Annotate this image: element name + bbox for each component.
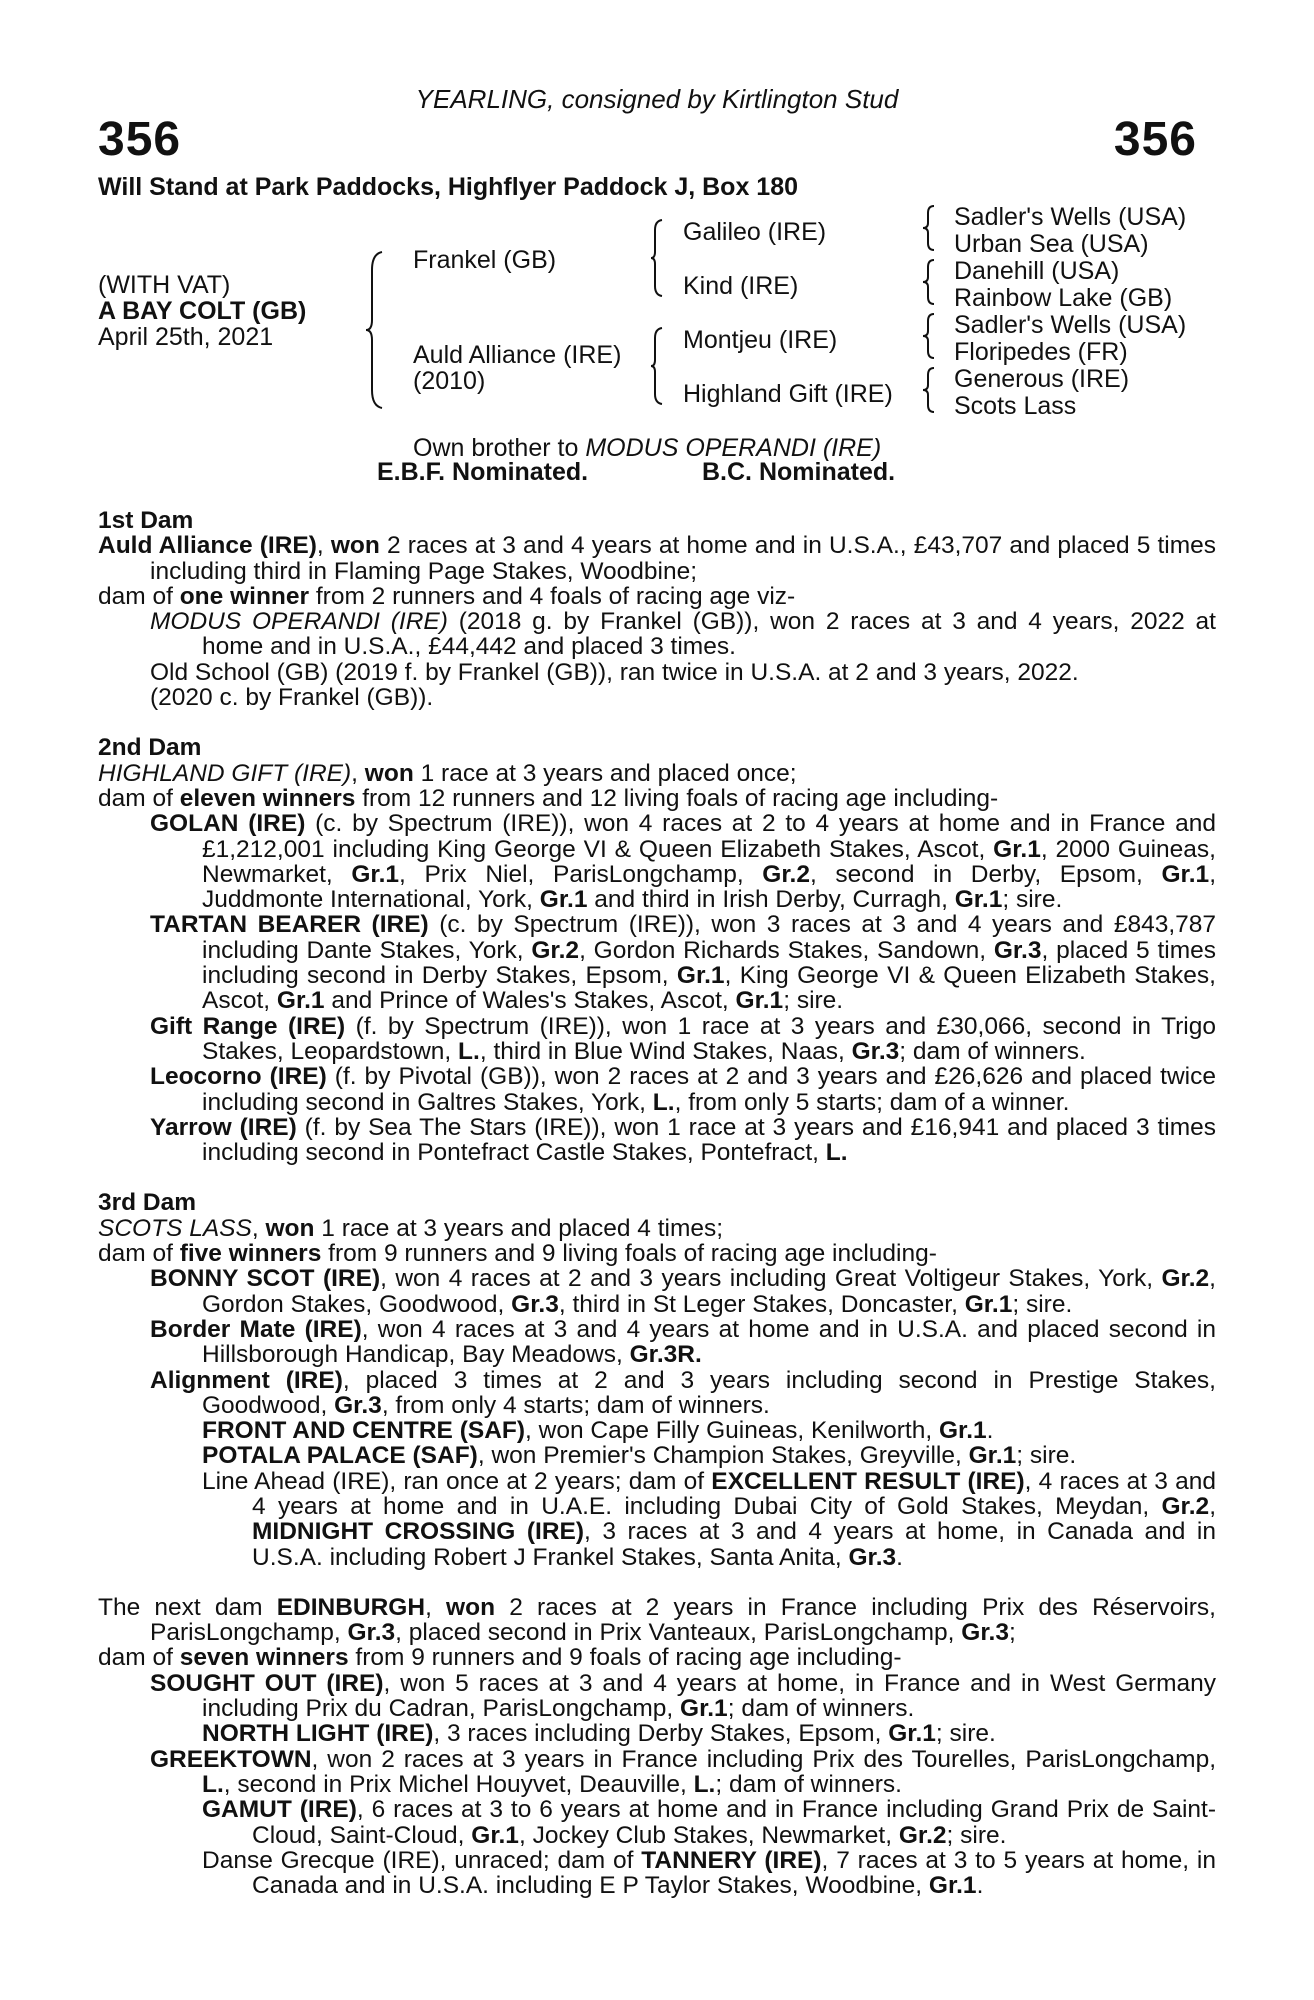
stabling-location: Will Stand at Park Paddocks, Highflyer Paddock J, Box 180: [98, 173, 798, 201]
winners-count: seven winners: [179, 1644, 349, 1672]
text: .: [896, 1543, 903, 1571]
text: , placed second in Prix Vanteaux, ParisLongchamp,: [395, 1619, 962, 1647]
grade: Gr.3R.: [629, 1341, 702, 1369]
text: Line Ahead (IRE), ran once at 2 years; dam of: [202, 1467, 712, 1495]
grade: Gr.3: [848, 1543, 897, 1571]
produce-sought-out: [98, 1671, 1216, 1722]
horse-name: SOUGHT OUT (IRE): [150, 1669, 384, 1697]
text: Danse Grecque (IRE), unraced; dam of: [202, 1846, 642, 1874]
produce-golan: [98, 811, 1216, 912]
produce-line-ahead: [98, 1469, 1216, 1570]
grade: Gr.1: [471, 1821, 519, 1849]
lot-number-right: 356: [1113, 113, 1197, 166]
text: dam of: [98, 1644, 180, 1672]
grade: Gr.1: [993, 835, 1041, 863]
produce-greektown: [98, 1747, 1216, 1798]
pedigree-dam-sire: Montjeu (IRE): [683, 326, 838, 354]
horse-name: Leocorno (IRE): [150, 1063, 327, 1091]
text: , third in Blue Wind Stakes, Naas,: [479, 1037, 852, 1065]
text: , from only 5 starts; dam of a winner.: [674, 1088, 1070, 1116]
grade: Gr.2: [531, 936, 580, 964]
produce-old-school: Old School (GB) (2019 f. by Frankel (GB)), ran twice in U.S.A. at 2 and 3 years, 2022.: [150, 658, 1079, 686]
pedigree-sire-sire: Galileo (IRE): [683, 218, 827, 246]
horse-name: GREEKTOWN: [150, 1745, 312, 1773]
pedigree-brace-g3a: [922, 204, 936, 252]
text: ,: [251, 1214, 266, 1242]
produce-front-and-centre: [98, 1418, 1216, 1443]
dam2-record: [98, 761, 1216, 786]
text: , won Cape Filly Guineas, Kenilworth,: [525, 1417, 939, 1445]
winners-count: one winner: [179, 582, 310, 610]
horse-name: EXCELLENT RESULT (IRE): [711, 1467, 1025, 1495]
pedigree-g3-6: Floripedes (FR): [954, 338, 1128, 366]
next-dam-produce-summary: [98, 1645, 1216, 1670]
grade: Gr.3: [961, 1619, 1009, 1647]
text: (f. by Sea The Stars (IRE)), won 1 race at 3 years and £16,941 and placed 3 times including second in Pontefract Castle Stakes, Pontefract,: [202, 1113, 1216, 1167]
grade: L.: [693, 1770, 716, 1798]
catalogue-body: [98, 508, 1216, 1898]
pedigree-g3-7: Generous (IRE): [954, 365, 1130, 393]
horse-name: TARTAN BEARER (IRE): [150, 911, 429, 939]
text: ; sire.: [1002, 886, 1063, 914]
text: 1 race at 3 years and placed 4 times;: [314, 1214, 724, 1242]
grade: Gr.2: [1161, 1492, 1210, 1520]
won: won: [265, 1214, 315, 1242]
grade: Gr.1: [954, 886, 1003, 914]
pedigree-dam-year: (2010): [413, 367, 486, 395]
next-dam-record: [98, 1595, 1216, 1646]
text: ,: [351, 759, 365, 787]
produce-gift-range: [98, 1014, 1216, 1065]
horse-name: GAMUT (IRE): [202, 1796, 357, 1824]
pedigree-g3-4: Rainbow Lake (GB): [954, 284, 1173, 312]
winners-count: eleven winners: [179, 784, 356, 812]
vat-note: (WITH VAT): [98, 271, 231, 299]
ebf-nominated: E.B.F. Nominated.: [377, 458, 589, 486]
grade: Gr.3: [851, 1037, 900, 1065]
text: (c. by Spectrum (IRE)), won 3 races at 3 and 4 years and £843,787 including Dante Stakes, York,: [202, 911, 1217, 964]
text: , won 4 races at 2 and 3 years including Great Voltigeur Stakes, York,: [380, 1265, 1162, 1293]
produce-bonny-scot: [98, 1266, 1216, 1317]
dam1-name: Auld Alliance (IRE): [98, 532, 317, 560]
grade: Gr.1: [964, 1290, 1013, 1318]
text: , 7 races at 3 to 5 years at home, in Canada and in U.S.A. including E P Taylor Stakes, Woodbine,: [252, 1846, 1216, 1900]
text: 2 races at 2 years in France including Prix des Réservoirs, ParisLongchamp,: [150, 1593, 1216, 1647]
pedigree-dam-dam: Highland Gift (IRE): [683, 380, 893, 408]
pedigree-dam: Auld Alliance (IRE): [413, 341, 622, 369]
pedigree-brace-main: [364, 250, 386, 410]
grade: L.: [458, 1037, 480, 1065]
grade: L.: [825, 1139, 848, 1167]
text: ; sire.: [783, 987, 844, 1015]
dam3-name: SCOTS LASS: [98, 1214, 252, 1242]
pedigree-g3-8: Scots Lass: [954, 392, 1077, 420]
pedigree-brace-g3c: [922, 312, 936, 360]
horse-name: Yarrow (IRE): [150, 1113, 297, 1141]
grade: Gr.1: [539, 886, 588, 914]
pedigree-brace-sire: [650, 218, 664, 298]
grade: Gr.1: [938, 1417, 987, 1445]
dam1-text: 2 races at 3 and 4 years at home and in U.S.A., £43,707 and placed 5 times including third in Flaming Page Stakes, Woodbine;: [150, 532, 1216, 585]
produce-modus-operandi: [98, 609, 1216, 660]
pedigree-g3-5: Sadler's Wells (USA): [954, 311, 1187, 339]
dam3-record: [98, 1216, 1216, 1241]
text: , won 4 races at 3 and 4 years at home and in U.S.A. and placed second in Hillsborough Handicap, Bay Meadows,: [202, 1315, 1216, 1369]
text: ; sire.: [946, 1821, 1007, 1849]
own-brother-prefix: Own brother to: [413, 434, 586, 462]
text: , 4 races at 3 and 4 years at home and in U.A.E. including Dubai City of Gold Stakes, Meydan,: [252, 1467, 1216, 1520]
text: The next dam: [98, 1593, 277, 1621]
text: , third in St Leger Stakes, Doncaster,: [558, 1290, 965, 1318]
text: from 12 runners and 12 living foals of racing age including-: [355, 784, 999, 812]
grade: Gr.3: [993, 936, 1042, 964]
text: , second in Prix Michel Houyvet, Deauville,: [223, 1770, 694, 1798]
bc-nominated: B.C. Nominated.: [702, 458, 896, 486]
text: ,: [1209, 1492, 1216, 1520]
text: , Gordon Stakes, Goodwood,: [202, 1265, 1216, 1318]
dam1-produce-summary: [98, 584, 1216, 609]
text: , King George VI & Queen Elizabeth Stakes, Ascot,: [202, 962, 1216, 1015]
text: (2018 g. by Frankel (GB)), won 2 races at 3 and 4 years, 2022 at home and in U.S.A., £44,442 and placed 3 times.: [202, 608, 1216, 661]
grade: Gr.1: [351, 860, 400, 888]
text: (c. by Spectrum (IRE)), won 4 races at 2 to 4 years at home and in France and £1,212,001 including King George VI & Queen Elizabeth Stakes, Ascot,: [202, 810, 1216, 863]
text: .: [986, 1417, 994, 1445]
pedigree-brace-g3d: [922, 366, 936, 414]
pedigree-brace-dam: [650, 326, 664, 406]
text: (f. by Pivotal (GB)), won 2 races at 2 and 3 years and £26,626 and placed twice including second in Galtres Stakes, York,: [202, 1063, 1216, 1116]
horse-name: FRONT AND CENTRE (SAF): [202, 1417, 526, 1445]
grade: L.: [652, 1088, 675, 1116]
horse-name: POTALA PALACE (SAF): [202, 1442, 478, 1470]
text: ;: [1008, 1619, 1016, 1647]
text: ; dam of winners.: [715, 1770, 902, 1798]
horse-name: Alignment (IRE): [150, 1366, 343, 1394]
text: , Gordon Richards Stakes, Sandown,: [579, 936, 994, 964]
winners-count: five winners: [179, 1240, 322, 1268]
produce-tartan-bearer: [98, 912, 1216, 1013]
text: , second in Derby, Epsom,: [809, 860, 1162, 888]
own-brother-name: MODUS OPERANDI (IRE): [585, 434, 882, 462]
consignor-subtitle: YEARLING, consigned by Kirtlington Stud: [415, 84, 899, 114]
text: , Prix Niel, ParisLongchamp,: [399, 860, 763, 888]
text: and Prince of Wales's Stakes, Ascot,: [324, 987, 736, 1015]
pedigree-sire-dam: Kind (IRE): [683, 272, 799, 300]
text: , placed 5 times including second in Derby Stakes, Epsom,: [202, 936, 1216, 990]
pedigree-g3-3: Danehill (USA): [954, 257, 1120, 285]
foaling-date: April 25th, 2021: [98, 323, 274, 351]
horse-name: GOLAN (IRE): [150, 810, 306, 838]
dam1-record: [98, 533, 1216, 584]
dam3-heading: 3rd Dam: [98, 1189, 197, 1217]
produce-danse-grecque: [98, 1848, 1216, 1899]
text: , 3 races at 3 and 4 years at home, in Canada and in U.S.A. including Robert J Frankel Stakes, Santa Anita,: [252, 1518, 1216, 1571]
text: ; dam of winners.: [727, 1695, 915, 1723]
text: , won Premier's Champion Stakes, Greyville,: [477, 1442, 969, 1470]
text: from 9 runners and 9 foals of racing age including-: [348, 1644, 902, 1672]
text: from 9 runners and 9 living foals of racing age including-: [321, 1240, 937, 1268]
text: from 2 runners and 4 foals of racing age viz-: [309, 582, 796, 610]
grade: Gr.1: [676, 962, 725, 990]
text: .: [976, 1872, 984, 1900]
produce-2020-colt: (2020 c. by Frankel (GB)).: [150, 684, 434, 712]
section-gap: [98, 1165, 1216, 1190]
pedigree-sire: Frankel (GB): [413, 246, 557, 274]
grade: Gr.3: [334, 1391, 382, 1419]
produce-leocorno: [98, 1064, 1216, 1115]
text: 1 race at 3 years and placed once;: [413, 759, 797, 787]
text: dam of: [98, 784, 180, 812]
grade: Gr.2: [898, 1821, 947, 1849]
horse-name: Gift Range (IRE): [150, 1012, 346, 1040]
text: (f. by Spectrum (IRE)), won 1 race at 3 years and £30,066, second in Trigo Stakes, Leopardstown,: [202, 1012, 1216, 1065]
dam2-heading: 2nd Dam: [98, 734, 202, 762]
produce-gamut: [98, 1797, 1216, 1848]
dam3-produce-summary: [98, 1241, 1216, 1266]
text: ,: [425, 1593, 447, 1621]
dam1-heading: 1st Dam: [98, 507, 194, 534]
grade: L.: [202, 1770, 224, 1798]
grade: Gr.3: [347, 1619, 396, 1647]
text: dam of: [98, 582, 180, 610]
grade: Gr.1: [968, 1442, 1017, 1470]
lot-number-left: 356: [98, 113, 182, 166]
text: , 2000 Guineas, Newmarket,: [202, 835, 1216, 888]
produce-yarrow: [98, 1115, 1216, 1166]
pedigree-g3-2: Urban Sea (USA): [954, 230, 1149, 258]
dam1-sep: ,: [316, 532, 331, 560]
grade: Gr.2: [762, 860, 810, 888]
text: ; sire.: [1016, 1442, 1077, 1470]
horse-name: Border Mate (IRE): [150, 1315, 362, 1343]
text: and third in Irish Derby, Curragh,: [587, 886, 955, 914]
horse-name: BONNY SCOT (IRE): [150, 1265, 381, 1293]
text: , won 2 races at 3 years in France including Prix des Tourelles, ParisLongchamp,: [311, 1745, 1216, 1773]
dam1-won: won: [330, 532, 380, 560]
grade: Gr.1: [276, 987, 325, 1015]
text: ; sire.: [935, 1720, 996, 1748]
text: , won 5 races at 3 and 4 years at home, in France and in West Germany including Prix du Cadran, ParisLongchamp,: [202, 1669, 1216, 1723]
grade: Gr.1: [735, 987, 784, 1015]
grade: Gr.3: [511, 1290, 559, 1318]
next-dam-name: EDINBURGH: [276, 1593, 426, 1621]
produce-alignment: [98, 1368, 1216, 1419]
text: , placed 3 times at 2 and 3 years including second in Prestige Stakes, Goodwood,: [202, 1366, 1216, 1419]
text: , Jockey Club Stakes, Newmarket,: [518, 1821, 899, 1849]
section-gap: [98, 710, 1216, 735]
dam2-produce-summary: [98, 786, 1216, 811]
won: won: [364, 759, 414, 787]
text: , from only 4 starts; dam of winners.: [381, 1391, 770, 1419]
grade: Gr.1: [680, 1695, 728, 1723]
grade: Gr.2: [1161, 1265, 1210, 1293]
text: , Juddmonte International, York,: [202, 860, 1216, 914]
produce-north-light: [98, 1721, 1216, 1746]
grade: Gr.1: [888, 1720, 936, 1748]
pedigree-g3-1: Sadler's Wells (USA): [954, 203, 1187, 231]
horse-name: TANNERY (IRE): [641, 1846, 822, 1874]
pedigree-brace-g3b: [922, 258, 936, 306]
produce-potala-palace: [98, 1443, 1216, 1468]
text: , 3 races including Derby Stakes, Epsom,: [433, 1720, 889, 1748]
text: , 6 races at 3 to 6 years at home and in France including Grand Prix de Saint-Cloud, Saint-Cloud,: [252, 1796, 1217, 1849]
produce-border-mate: [98, 1317, 1216, 1368]
horse-name: MODUS OPERANDI (IRE): [150, 608, 448, 636]
text: dam of: [98, 1240, 180, 1268]
dam2-name: HIGHLAND GIFT (IRE): [98, 759, 352, 787]
text: ; sire.: [1012, 1290, 1073, 1318]
horse-name: A BAY COLT (GB): [98, 297, 307, 325]
horse-name: MIDNIGHT CROSSING (IRE): [252, 1518, 585, 1546]
grade: Gr.1: [1161, 860, 1210, 888]
horse-name: NORTH LIGHT (IRE): [202, 1720, 434, 1748]
grade: Gr.1: [928, 1872, 977, 1900]
text: ; dam of winners.: [899, 1037, 1086, 1065]
won: won: [446, 1593, 496, 1621]
section-gap: [98, 1570, 1216, 1595]
